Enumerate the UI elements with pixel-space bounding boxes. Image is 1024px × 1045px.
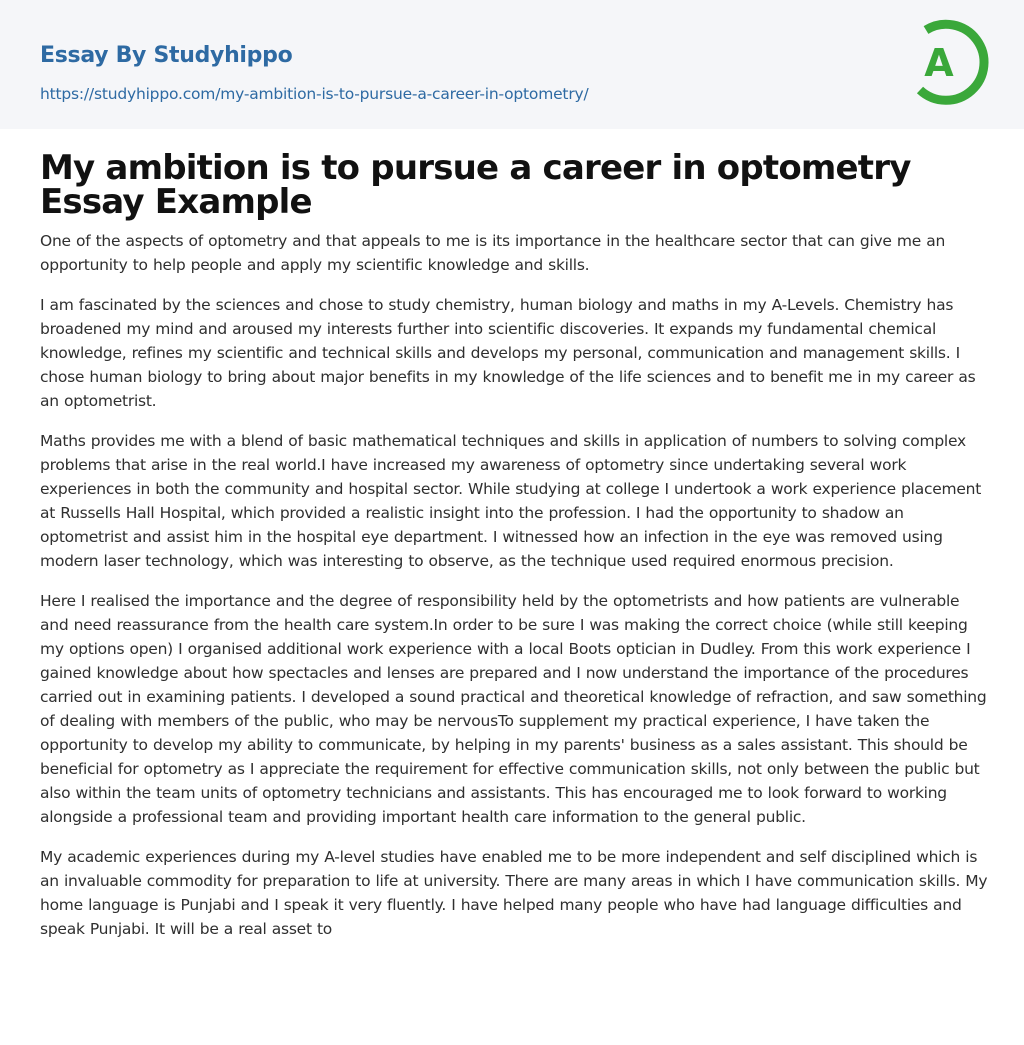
essay-paragraph: My academic experiences during my A-level studies have enabled me to be more independent and self disciplined which is an invaluable commodity for preparation to life at university. There are many areas in which I have communication skills. My home language is Punjabi and I speak it very fluently. I have helped many people who have had language difficulties and speak Punjabi. It will be a real asset to: [40, 848, 988, 938]
site-brand[interactable]: Essay By Studyhippo: [40, 43, 293, 68]
essay-title: My ambition is to pursue a career in optometry Essay Example: [40, 148, 911, 222]
site-header: [0, 0, 1024, 129]
essay-body: [40, 229, 988, 957]
studyhippo-a-logo-icon[interactable]: [904, 16, 992, 108]
essay-paragraph: One of the aspects of optometry and that appeals to me is its importance in the healthcare sector that can give me an opportunity to help people and apply my scientific knowledge and skills.: [40, 232, 946, 274]
logo-letter: A: [924, 41, 954, 85]
essay-paragraph: Maths provides me with a blend of basic mathematical techniques and skills in application of numbers to solving complex problems that arise in the real world.I have increased my awareness of optometry since undertaking several work experiences in both the community and hospital sector. While studying at college I undertook a work experience placement at Russells Hall Hospital, which provided a realistic insight into the profession. I had the opportunity to shadow an optometrist and assist him in the hospital eye department. I witnessed how an infection in the eye was removed using modern laser technology, which was interesting to observe, as the technique used required enormous precision.: [40, 432, 982, 570]
essay-url-link[interactable]: https://studyhippo.com/my-ambition-is-to-pursue-a-career-in-optometry/: [40, 85, 589, 103]
essay-paragraph: Here I realised the importance and the degree of responsibility held by the optometrists and how patients are vulnerable and need reassurance from the health care system.In order to be sure I was making the correct choice (while still keeping my options open) I organised additional work experience with a local Boots optician in Dudley. From this work experience I gained knowledge about how spectacles and lenses are prepared and I now understand the importance of the procedures carried out in examining patients. I developed a sound practical and theoretical knowledge of refraction, and saw something of dealing with members of the public, who may be nervousTo supplement my practical experience, I have taken the opportunity to develop my ability to communicate, by helping in my parents' business as a sales assistant. This should be beneficial for optometry as I appreciate the requirement for effective communication skills, not only between the public but also within the team units of optometry technicians and assistants. This has encouraged me to look forward to working alongside a professional team and providing important health care information to the general public.: [40, 592, 987, 826]
essay-paragraph: I am fascinated by the sciences and chose to study chemistry, human biology and maths in my A-Levels. Chemistry has broadened my mind and aroused my interests further into scientific discoveries. It expands my fundamental chemical knowledge, refines my scientific and technical skills and develops my personal, communication and management skills. I chose human biology to bring about major benefits in my knowledge of the life sciences and to benefit me in my career as an optometrist.: [40, 296, 976, 410]
